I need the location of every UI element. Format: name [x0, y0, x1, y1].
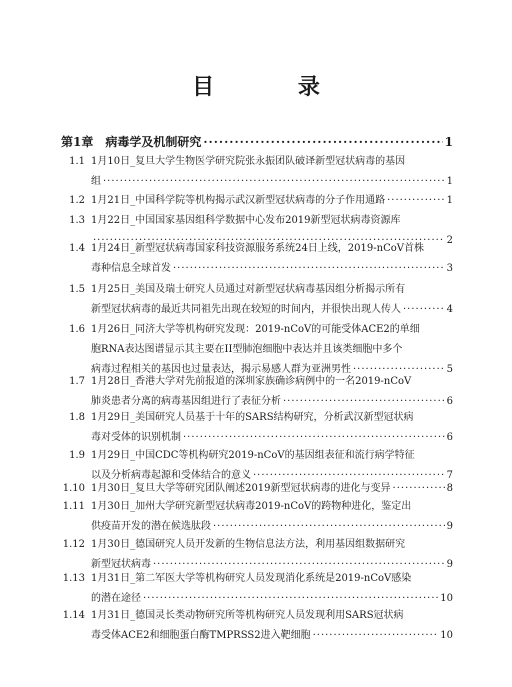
toc-entry-line: [61, 172, 453, 192]
page-title: 目 录: [192, 74, 358, 100]
leader-dots: [387, 191, 445, 211]
entry-text: 1月30日_复旦大学等研究团队阐述2019新型冠状病毒的进化与变异: [91, 483, 391, 494]
leader-dots: [173, 259, 445, 279]
leader-dots: [393, 479, 445, 499]
entry-number: 1.7: [69, 376, 85, 387]
entry-number: 1.3: [69, 215, 85, 226]
leader-dots: [403, 300, 445, 320]
toc-entry[interactable]: [61, 408, 453, 448]
toc-entry[interactable]: [61, 152, 453, 192]
entry-text: 毒对受体的识别机制: [91, 432, 181, 443]
entry-page: 3: [446, 263, 453, 274]
chapter-number: 第1章: [61, 135, 94, 149]
entry-number: 1.4: [69, 243, 85, 254]
entry-text: 组: [91, 176, 101, 187]
entry-page: 6: [446, 396, 453, 407]
toc-entry-line: [61, 239, 453, 259]
entry-number: 1.5: [69, 284, 85, 295]
toc-entry-line: [61, 428, 453, 448]
entry-page: 1: [446, 195, 453, 206]
toc-entry-line: [61, 408, 453, 428]
entry-text: 1月24日_新型冠状病毒国家科技资源服务系统24日上线，2019-nCoV首株: [91, 243, 424, 254]
entry-text: 病毒过程相关的基因也过量表达，揭示易感人群为亚洲男性: [91, 364, 351, 375]
entry-text: 新型冠状病毒的最近共同祖先出现在较短的时间内，并很快出现人传人: [91, 304, 401, 315]
toc-entry-line: [61, 497, 453, 517]
entry-number: 1.1: [69, 156, 85, 167]
toc-entry-line: [61, 372, 453, 392]
entry-text: 以及分析病毒起源和受体结合的意义: [91, 470, 251, 481]
entry-text: 1月29日_美国研究人员基于十年的SARS结构研究，分析武汉新型冠状病: [91, 412, 414, 423]
toc-entry[interactable]: [61, 320, 453, 380]
toc-entry-line: [61, 320, 453, 340]
entry-text: 1月30日_加州大学研究新型冠状病毒2019-nCoV的跨物种进化，鉴定出: [91, 501, 412, 512]
entry-number: 1.8: [69, 412, 85, 423]
toc-entry[interactable]: [61, 479, 453, 499]
toc-entry-line: [61, 191, 453, 211]
entry-page: 10: [440, 630, 453, 641]
entry-text: 供疫苗开发的潜在候选肽段: [91, 521, 211, 532]
toc-entry[interactable]: [61, 606, 453, 646]
entry-number: 1.14: [62, 610, 85, 621]
entry-text: 1月31日_第二军医大学等机构研究人员发现消化系统是2019-nCoV感染: [91, 573, 412, 584]
entry-number: 1.12: [62, 539, 85, 550]
entry-page: 9: [446, 521, 453, 532]
toc-entry-line: [61, 259, 453, 279]
entry-text: 1月26日_同济大学等机构研究发现：2019-nCoV的可能受体ACE2的单细: [91, 324, 420, 335]
leader-dots: [213, 517, 445, 537]
entry-page: 10: [440, 593, 453, 604]
entry-number: 1.13: [62, 573, 85, 584]
entry-number: 1.2: [69, 195, 85, 206]
entry-text: 1月21日_中国科学院等机构揭示武汉新型冠状病毒的分子作用通路: [91, 195, 386, 206]
entry-number: 1.10: [62, 483, 85, 494]
entry-text: 毒受体ACE2和细胞蛋白酶TMPRSS2进入靶细胞: [91, 630, 311, 641]
entry-text: 1月30日_德国研究人员开发新的生物信息法方法，利用基因组数据研究: [91, 539, 406, 550]
chapter-page: 1: [444, 135, 453, 149]
toc-entry-line: [61, 569, 453, 589]
toc-entry-line: [61, 626, 453, 646]
toc-entry-line: [61, 517, 453, 537]
toc-entry-line: [61, 211, 453, 231]
toc-entry[interactable]: [61, 239, 453, 279]
entry-page: 7: [446, 470, 453, 481]
toc-entry[interactable]: [61, 191, 453, 211]
entry-page: 9: [446, 559, 453, 570]
entry-text: 毒种信息全球首发: [91, 263, 171, 274]
entry-text: 新型冠状病毒: [91, 559, 151, 570]
leader-dots: [103, 172, 445, 192]
entry-page: 6: [446, 432, 453, 443]
leader-dots: [203, 135, 442, 149]
entry-text: 1月31日_德国灵长类动物研究所等机构研究人员发现利用SARS冠状病: [91, 610, 404, 621]
toc-entry-line: [61, 300, 453, 320]
toc-entry[interactable]: [61, 372, 453, 412]
toc-entry[interactable]: [61, 497, 453, 537]
leader-dots: [313, 626, 439, 646]
toc-entry-line: [61, 479, 453, 499]
entry-text: 1月10日_复旦大学生物医学研究院张永振团队破译新型冠状病毒的基因: [91, 156, 406, 167]
entry-text: 胞RNA表达图谱显示其主要在II型肺泡细胞中表达并且该类细胞中多个: [91, 344, 403, 355]
toc-entry-line: [61, 152, 453, 172]
entry-text: 1月22日_中国国家基因组科学数据中心发布2019新型冠状病毒资源库: [91, 215, 401, 226]
entry-page: 5: [446, 364, 453, 375]
toc-entry[interactable]: [61, 280, 453, 320]
entry-text: 肺炎患者分离的病毒基因组进行了表征分析: [91, 396, 281, 407]
leader-dots: [183, 428, 445, 448]
entry-text: 1月29日_中国CDC等机构研究2019-nCoV的基因组表征和流行病学特征: [91, 450, 415, 461]
entry-page: 1: [446, 176, 453, 187]
chapter-title: 病毒学及机制研究: [105, 135, 202, 149]
entry-page: 8: [446, 483, 453, 494]
entry-text: 1月28日_香港大学对先前报道的深圳家族确诊病例中的一名2019-nCoV: [91, 376, 412, 387]
entry-number: 1.9: [69, 450, 85, 461]
entry-page: 4: [446, 304, 453, 315]
chapter-heading: [61, 133, 453, 150]
entry-number: 1.6: [69, 324, 85, 335]
toc-entry-line: [61, 280, 453, 300]
entry-text: 的潜在途径: [91, 593, 141, 604]
toc-entry-line: [61, 446, 453, 466]
toc-entry-line: [61, 340, 453, 360]
toc-entry-line: [61, 535, 453, 555]
entry-text: 1月25日_美国及瑞士研究人员通过对新型冠状病毒基因组分析揭示所有: [91, 284, 406, 295]
entry-number: 1.11: [62, 501, 85, 512]
toc-entry-line: [61, 606, 453, 626]
entry-page: 2: [446, 235, 453, 246]
toc-entry[interactable]: [61, 569, 453, 609]
